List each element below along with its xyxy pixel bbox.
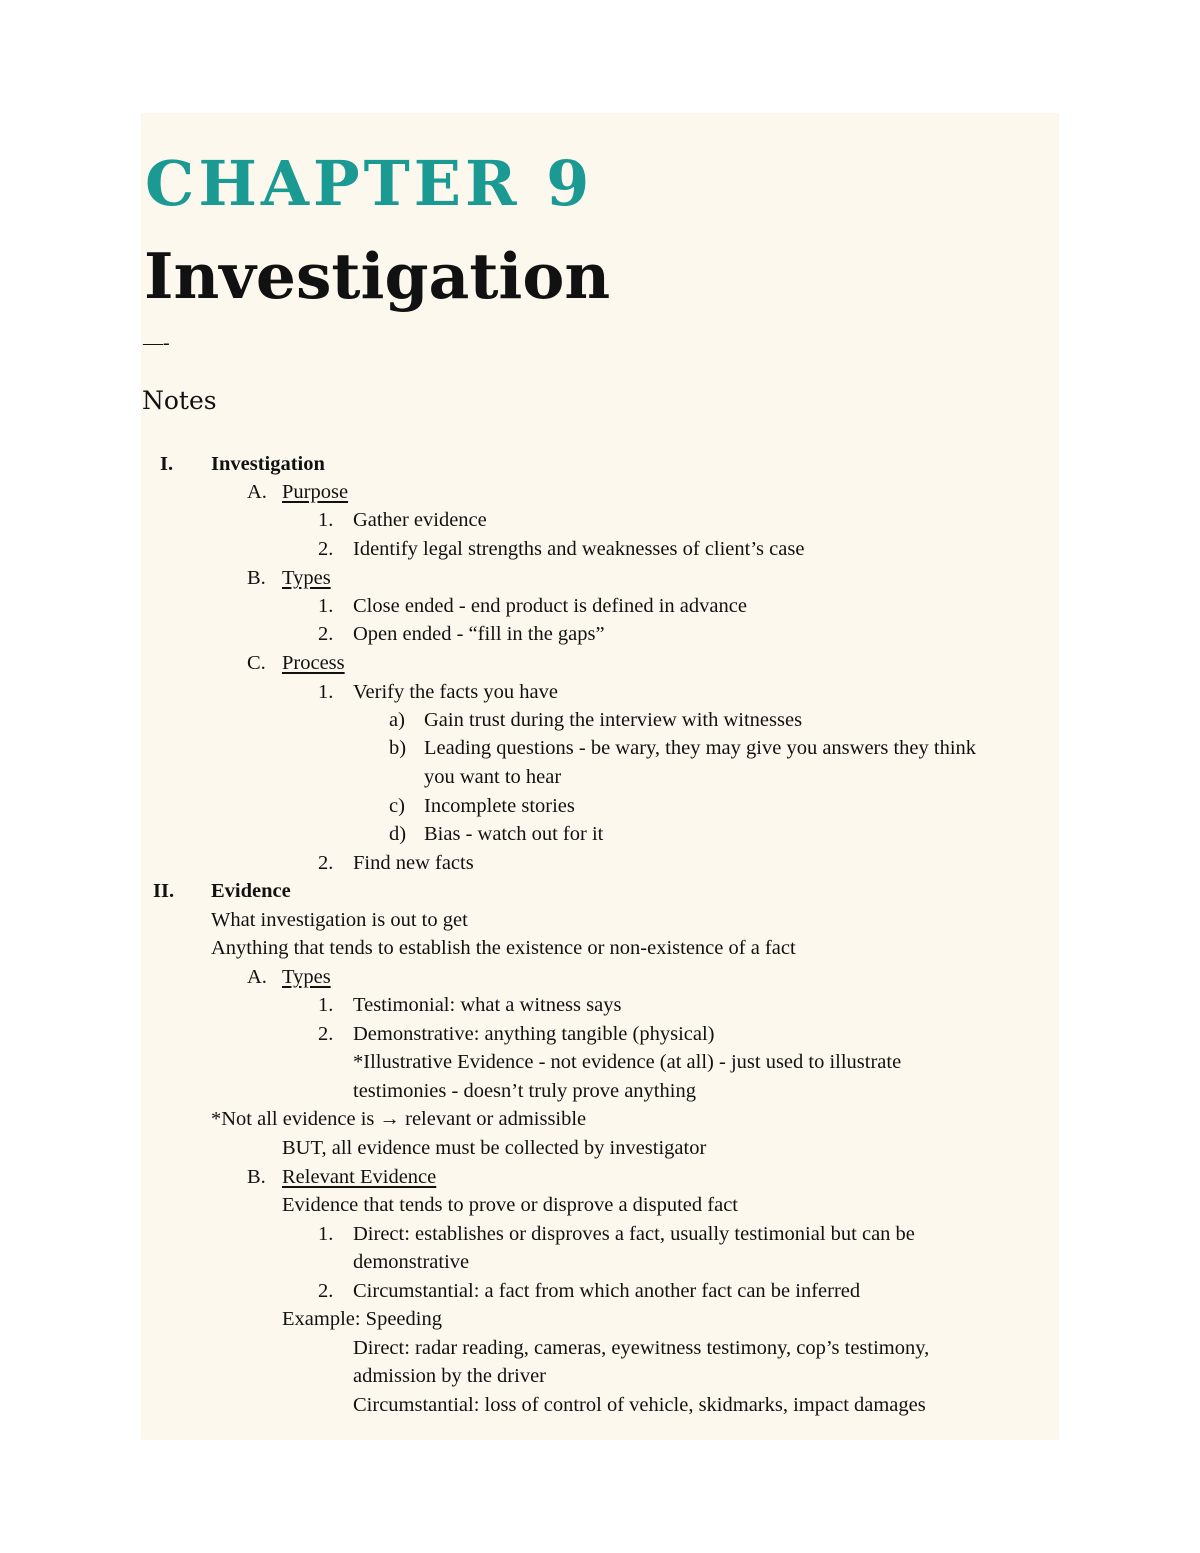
list-marker: 2. (318, 1280, 334, 1302)
example-text: Direct: radar reading, cameras, eyewitness testimony, cop’s testimony, (353, 1337, 930, 1359)
note-text: *Not all evidence is → relevant or admissible (211, 1108, 587, 1130)
list-marker: c) (389, 795, 405, 817)
subsection-label: Process (282, 652, 345, 674)
notes-heading: Notes (142, 386, 217, 415)
separator: —- (143, 332, 170, 354)
list-item-text: Circumstantial: a fact from which another fact can be inferred (353, 1280, 861, 1302)
list-marker: 1. (318, 994, 334, 1016)
list-item-text: demonstrative (353, 1251, 470, 1273)
list-item-text: Find new facts (353, 852, 474, 874)
list-marker: 1. (318, 509, 334, 531)
list-marker: C. (247, 652, 266, 674)
list-item-text: Bias - watch out for it (424, 823, 604, 845)
list-marker: A. (247, 481, 267, 503)
paragraph-text: Evidence that tends to prove or disprove a disputed fact (282, 1194, 738, 1216)
list-marker: 1. (318, 595, 334, 617)
section-2-heading: Evidence (211, 880, 291, 902)
chapter-title: Investigation (144, 239, 611, 313)
list-marker: B. (247, 1166, 266, 1188)
example-text: Circumstantial: loss of control of vehicle, skidmarks, impact damages (353, 1394, 926, 1416)
subsection-label: Purpose (282, 481, 349, 503)
list-marker: 1. (318, 681, 334, 703)
list-item-text: Identify legal strengths and weaknesses of client’s case (353, 538, 805, 560)
list-marker: 2. (318, 852, 334, 874)
chapter-heading: CHAPTER 9 (145, 147, 594, 220)
list-marker: a) (389, 709, 405, 731)
subsection-label: Relevant Evidence (282, 1166, 437, 1188)
list-marker: b) (389, 737, 407, 759)
list-item-text: Open ended - “fill in the gaps” (353, 623, 605, 645)
paragraph-text: What investigation is out to get (211, 909, 468, 931)
list-item-text: Demonstrative: anything tangible (physical) (353, 1023, 715, 1045)
list-marker: 2. (318, 1023, 334, 1045)
list-item-text: Testimonial: what a witness says (353, 994, 622, 1016)
paragraph-text: BUT, all evidence must be collected by investigator (282, 1137, 707, 1159)
list-marker: d) (389, 823, 407, 845)
section-2-marker: II. (153, 880, 175, 902)
section-1-marker: I. (160, 453, 174, 475)
list-marker: 2. (318, 538, 334, 560)
note-text: *Illustrative Evidence - not evidence (at all) - just used to illustrate (353, 1051, 902, 1073)
list-item-text: Gather evidence (353, 509, 487, 531)
subsection-label: Types (282, 567, 331, 589)
list-item-text: Direct: establishes or disproves a fact, usually testimonial but can be (353, 1223, 915, 1245)
example-heading: Example: Speeding (282, 1308, 442, 1330)
note-text: testimonies - doesn’t truly prove anything (353, 1080, 696, 1102)
list-item-text: you want to hear (424, 766, 562, 788)
list-marker: B. (247, 567, 266, 589)
list-marker: A. (247, 966, 267, 988)
list-marker: 1. (318, 1223, 334, 1245)
example-text: admission by the driver (353, 1365, 547, 1387)
list-item-text: Close ended - end product is defined in advance (353, 595, 747, 617)
paragraph-text: Anything that tends to establish the existence or non-existence of a fact (211, 937, 796, 959)
list-item-text: Gain trust during the interview with witnesses (424, 709, 803, 731)
section-1-heading: Investigation (211, 453, 325, 475)
list-item-text: Verify the facts you have (353, 681, 558, 703)
document-page (141, 113, 1059, 1440)
list-item-text: Incomplete stories (424, 795, 575, 817)
subsection-label: Types (282, 966, 331, 988)
list-item-text: Leading questions - be wary, they may give you answers they think (424, 737, 977, 759)
list-marker: 2. (318, 623, 334, 645)
